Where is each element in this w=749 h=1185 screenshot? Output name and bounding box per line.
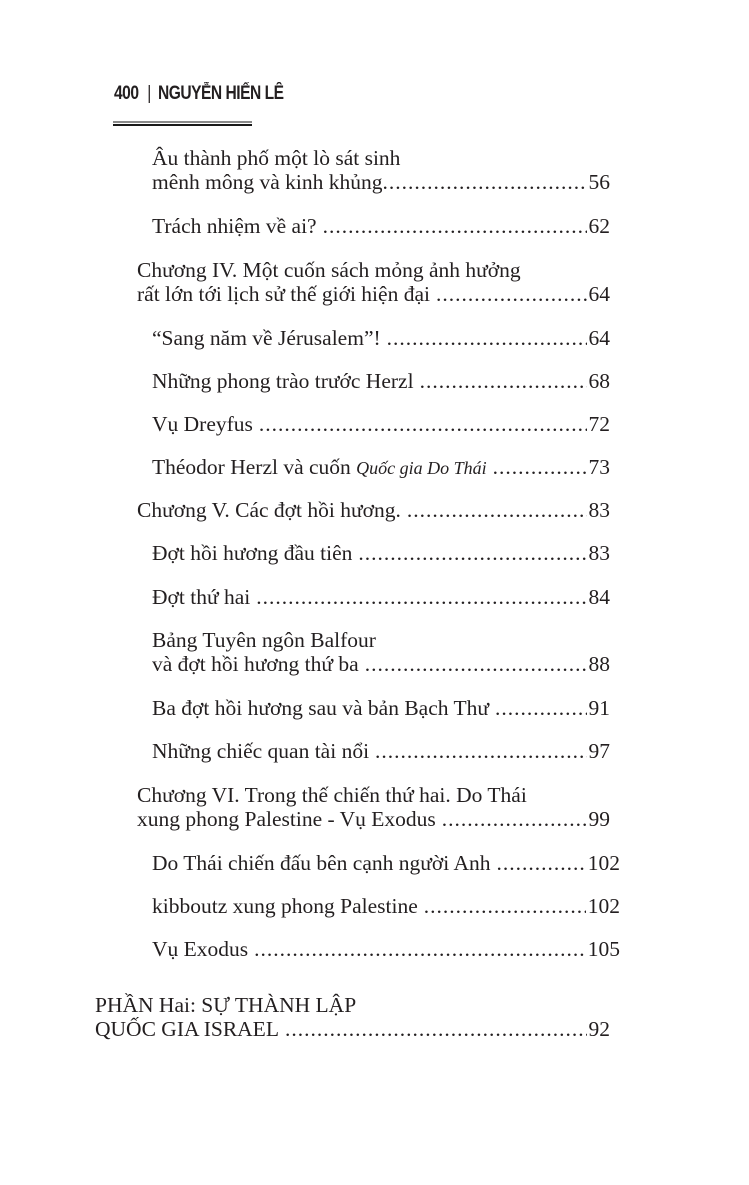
toc-entry[interactable]: [152, 739, 610, 763]
entry-title-italic: Quốc gia Do Thái: [356, 458, 487, 478]
dot-leader: [424, 894, 586, 918]
entry-page-number: 62: [588, 214, 610, 238]
entry-title-line: xung phong Palestine - Vụ Exodus: [137, 807, 436, 831]
entry-title-line: rất lớn tới lịch sử thế giới hiện đại: [137, 282, 430, 306]
toc-entry[interactable]: [152, 696, 610, 720]
toc-entry[interactable]: [137, 783, 610, 831]
dot-leader: [493, 455, 587, 479]
header-rule-bottom: [113, 124, 252, 126]
header-separator: |: [147, 83, 151, 104]
entry-title-line: và đợt hồi hương thứ ba: [152, 652, 359, 676]
dot-leader: [259, 412, 587, 436]
dot-leader: [375, 739, 586, 763]
toc-entry[interactable]: [152, 146, 610, 194]
entry-title-line: Vụ Exodus: [152, 937, 249, 961]
toc-entry[interactable]: [152, 937, 620, 961]
dot-leader: [387, 326, 587, 350]
entry-page-number: 56: [588, 170, 610, 194]
dot-leader: [323, 214, 587, 238]
dot-leader: [442, 807, 587, 831]
toc-entry[interactable]: [152, 894, 620, 918]
dot-leader: [254, 937, 586, 961]
entry-page-number: 64: [588, 282, 610, 306]
entry-title-line: Chương VI. Trong thế chiến thứ hai. Do Thái: [137, 783, 527, 807]
toc-entry[interactable]: [137, 258, 610, 306]
entry-title-line: QUỐC GIA ISRAEL: [95, 1017, 279, 1041]
dot-leader: [407, 498, 587, 522]
entry-title-line: PHẦN Hai: SỰ THÀNH LẬP: [95, 993, 357, 1017]
entry-page-number: 88: [588, 652, 610, 676]
header-rule-top: [113, 121, 252, 123]
author-name: NGUYỄN HIẾN LÊ: [157, 83, 284, 104]
entry-page-number: 102: [587, 894, 620, 918]
dot-leader: [436, 282, 587, 306]
entry-title-line: Chương V. Các đợt hồi hương.: [137, 498, 401, 522]
entry-title-line: Ba đợt hồi hương sau và bản Bạch Thư: [152, 696, 490, 720]
entry-page-number: 91: [588, 696, 610, 720]
entry-page-number: 105: [587, 937, 620, 961]
entry-title-line: “Sang năm về Jérusalem”!: [152, 326, 381, 350]
dot-leader: [420, 369, 587, 393]
dot-leader: [496, 851, 585, 875]
entry-title-line: Vụ Dreyfus: [152, 412, 253, 436]
entry-title-line: Đợt hồi hương đầu tiên: [152, 541, 353, 565]
entry-page-number: 84: [588, 585, 610, 609]
toc-entry[interactable]: [152, 585, 610, 609]
entry-title-line: Do Thái chiến đấu bên cạnh người Anh: [152, 851, 491, 875]
entry-title-line: [152, 455, 487, 480]
toc-entry[interactable]: [137, 498, 610, 522]
toc-entry[interactable]: [152, 851, 620, 875]
page-number: 400: [114, 83, 139, 104]
toc-entry[interactable]: [152, 412, 610, 436]
entry-title-line: mênh mông và kinh khủng: [152, 170, 383, 194]
entry-page-number: 68: [588, 369, 610, 393]
toc-entry[interactable]: [152, 628, 610, 676]
entry-title-line: Những chiếc quan tài nổi: [152, 739, 370, 763]
entry-title-line: Đợt thứ hai: [152, 585, 251, 609]
dot-leader: [256, 585, 586, 609]
dot-leader: [495, 696, 586, 720]
entry-title-line: kibboutz xung phong Palestine: [152, 894, 418, 918]
entry-page-number: 83: [588, 541, 610, 565]
toc-entry[interactable]: [152, 326, 610, 350]
entry-page-number: 102: [587, 851, 620, 875]
toc-entry[interactable]: [152, 214, 610, 238]
entry-title-text: Théodor Herzl và cuốn: [152, 455, 351, 479]
entry-title-line: Chương IV. Một cuốn sách mỏng ảnh hưởng: [137, 258, 521, 282]
toc-entry[interactable]: [152, 541, 610, 565]
entry-page-number: 97: [588, 739, 610, 763]
entry-page-number: 72: [588, 412, 610, 436]
entry-page-number: 99: [588, 807, 610, 831]
entry-title-line: Bảng Tuyên ngôn Balfour: [152, 628, 376, 652]
toc-entry[interactable]: [152, 369, 610, 393]
toc-entry[interactable]: [152, 455, 610, 480]
dot-leader: [358, 541, 586, 565]
toc-entry-part[interactable]: [95, 993, 610, 1041]
dot-leader: [365, 652, 587, 676]
entry-page-number: 73: [588, 455, 610, 479]
entry-page-number: 92: [588, 1017, 610, 1041]
entry-page-number: 83: [588, 498, 610, 522]
entry-page-number: 64: [588, 326, 610, 350]
entry-title-line: Trách nhiệm về ai?: [152, 214, 317, 238]
entry-title-line: Những phong trào trước Herzl: [152, 369, 414, 393]
entry-title-line: Âu thành phố một lò sát sinh: [152, 146, 401, 170]
dot-leader: [285, 1017, 587, 1041]
running-head: [114, 83, 284, 105]
dot-leader: [383, 170, 587, 194]
